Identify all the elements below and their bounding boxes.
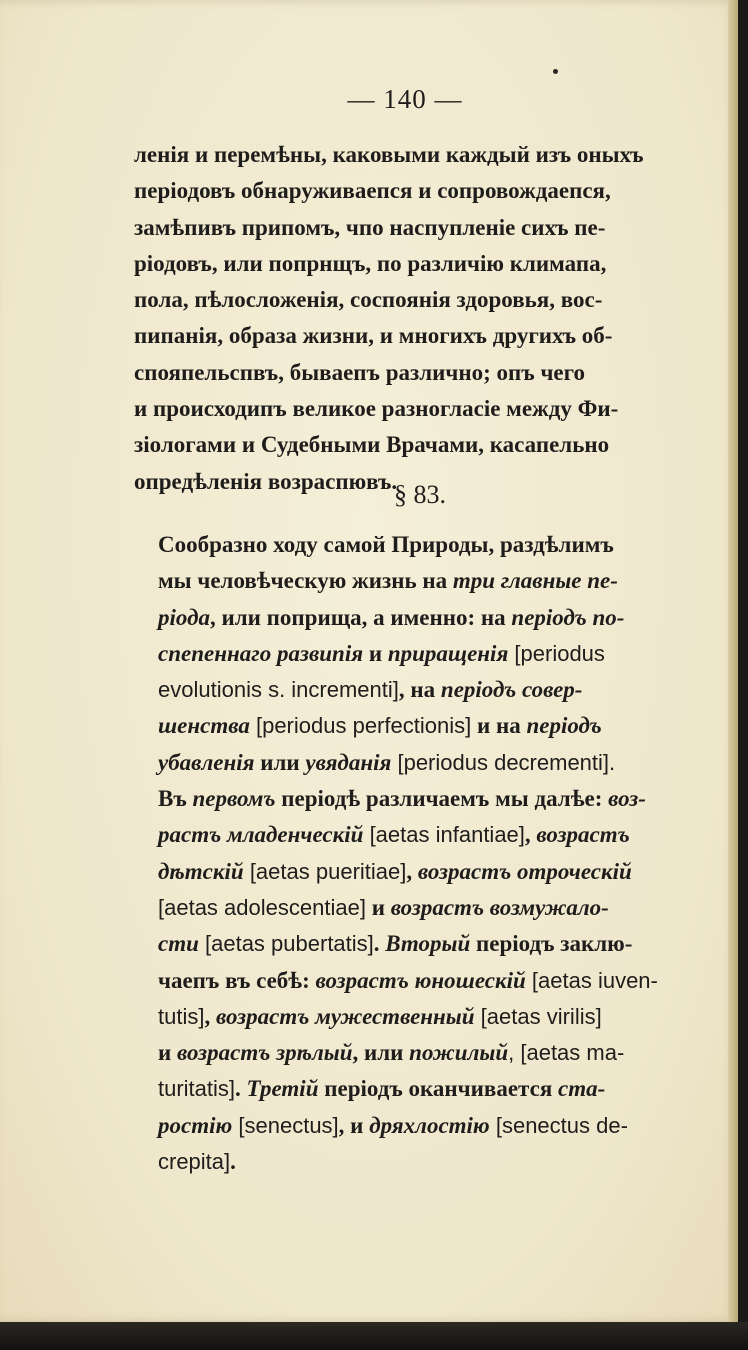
text-run: . bbox=[373, 931, 386, 957]
text-line bbox=[134, 636, 706, 672]
text-run: періодѣ различаемъ мы далѣе: bbox=[275, 786, 609, 812]
italic-term: шенства bbox=[158, 713, 250, 739]
text-run: и на bbox=[471, 713, 527, 739]
latin-term: crepita] bbox=[158, 1149, 231, 1175]
text-run: періодъ заклю- bbox=[470, 931, 633, 957]
latin-term: [aetas infantiae] bbox=[363, 822, 525, 848]
text-run: и bbox=[363, 640, 388, 666]
paragraph-section-83 bbox=[134, 527, 706, 1180]
text-run: . bbox=[235, 1076, 247, 1102]
text-line bbox=[134, 781, 706, 817]
text-line bbox=[134, 600, 706, 636]
latin-term: [aetas virilis] bbox=[474, 1003, 602, 1029]
latin-term: [periodus bbox=[508, 640, 605, 666]
text-run: мы человѣческую жизнь на bbox=[158, 568, 453, 594]
text-line: зіологами и Судебными Врачами, касапельно bbox=[134, 432, 610, 458]
latin-term: [senectus de- bbox=[489, 1112, 628, 1138]
italic-term: возрастъ юношескій bbox=[315, 967, 526, 993]
text-line: ленія и перемѣны, каковыми каждый изъ оныхъ bbox=[134, 142, 644, 167]
text-line bbox=[134, 563, 706, 599]
text-run: или bbox=[254, 749, 306, 775]
text-line bbox=[134, 745, 706, 781]
text-line: опредѣленія возраспювъ. bbox=[134, 468, 398, 494]
italic-term: возрастъ bbox=[536, 822, 630, 848]
italic-term: три главные пе- bbox=[452, 568, 618, 594]
text-line bbox=[134, 527, 706, 563]
text-run: Сообразно ходу самой Природы, раздѣлимъ bbox=[158, 532, 614, 557]
italic-term: возрастъ мужественный bbox=[215, 1003, 475, 1029]
latin-term: [aetas pueritiae] bbox=[243, 858, 407, 884]
text-run: , bbox=[406, 858, 418, 884]
text-line bbox=[134, 854, 706, 890]
latin-term: [periodus perfectionis] bbox=[249, 713, 472, 739]
text-line bbox=[134, 1108, 706, 1144]
text-line: пипанія, образа жизни, и многихъ другихъ об- bbox=[134, 323, 613, 349]
text-line bbox=[134, 1144, 706, 1180]
text-line bbox=[134, 926, 706, 962]
italic-term: ріода bbox=[158, 604, 210, 630]
italic-term: дряхлостію bbox=[369, 1112, 490, 1138]
text-run: , и bbox=[338, 1112, 370, 1138]
text-run: . bbox=[230, 1149, 236, 1175]
text-run: чаепъ въ себѣ: bbox=[158, 967, 316, 993]
italic-term: первомъ bbox=[192, 786, 276, 812]
text-run: , или поприща, а именно: на bbox=[210, 604, 512, 630]
page-number: — 140 — bbox=[347, 84, 463, 114]
latin-term: tutis] bbox=[158, 1003, 205, 1029]
latin-term: turitatis] bbox=[158, 1076, 236, 1102]
italic-term: растъ младенческій bbox=[158, 822, 364, 848]
italic-term: пожилый bbox=[409, 1040, 509, 1066]
text-run: , на bbox=[398, 677, 441, 703]
text-line: замѣпивъ припомъ, чпо наспупленіе сихъ пе- bbox=[134, 214, 606, 240]
italic-term: возрастъ зрѣлый bbox=[177, 1040, 353, 1066]
italic-term: періодъ по- bbox=[511, 604, 625, 630]
italic-term: періодъ bbox=[526, 713, 602, 739]
text-run: и bbox=[158, 1040, 178, 1066]
text-line bbox=[134, 708, 706, 744]
text-line: періодовъ обнаруживаепся и сопровождаепся, bbox=[134, 178, 611, 204]
text-line: и происходипъ великое разногласіе между Фи- bbox=[134, 396, 619, 422]
latin-term: [senectus] bbox=[232, 1112, 339, 1138]
text-line bbox=[134, 963, 706, 999]
text-line bbox=[134, 1071, 706, 1107]
latin-term: [aetas iuven- bbox=[525, 967, 658, 993]
text-run: , bbox=[524, 822, 537, 848]
italic-term: увяданія bbox=[305, 749, 392, 775]
italic-term: Вторый bbox=[385, 931, 471, 957]
scan-bottom-edge bbox=[0, 1322, 748, 1350]
text-line bbox=[134, 1035, 706, 1071]
latin-term: evolutionis s. incrementi] bbox=[158, 677, 399, 703]
text-run: періодъ оканчивается bbox=[318, 1076, 559, 1102]
text-run: , bbox=[204, 1003, 216, 1029]
italic-term: приращенія bbox=[387, 640, 509, 666]
text-run: Въ bbox=[158, 786, 193, 812]
text-line bbox=[134, 817, 706, 853]
page-edge bbox=[728, 0, 738, 1322]
italic-term: ростію bbox=[158, 1112, 233, 1138]
latin-term: , [aetas ma- bbox=[508, 1040, 625, 1066]
italic-term: ста- bbox=[558, 1076, 606, 1102]
text-line: ріодовъ, или попрнщъ, по различію климапа, bbox=[134, 250, 607, 276]
paragraph-continuation bbox=[134, 137, 706, 500]
latin-term: [aetas pubertatis] bbox=[198, 931, 374, 957]
text-run: , или bbox=[352, 1040, 410, 1066]
text-line bbox=[134, 999, 706, 1035]
text-line bbox=[134, 890, 706, 926]
italic-term: дѣтскій bbox=[158, 858, 244, 884]
italic-term: спепеннаго развипія bbox=[158, 640, 364, 666]
italic-term: Третій bbox=[246, 1076, 319, 1102]
latin-term: [periodus decrementi]. bbox=[391, 749, 616, 775]
italic-term: возрастъ отроческій bbox=[417, 858, 632, 884]
text-line: спояпельспвъ, бываепъ различно; опъ чего bbox=[134, 359, 585, 385]
italic-term: возрастъ возмужало- bbox=[390, 894, 609, 920]
italic-term: періодъ совер- bbox=[440, 677, 583, 703]
text-line: пола, пѣлосложенія, соспоянія здоровья, вос- bbox=[134, 287, 603, 313]
text-line bbox=[134, 672, 706, 708]
section-heading: § 83. bbox=[394, 480, 446, 509]
text-run: и bbox=[365, 894, 391, 920]
ink-dot bbox=[553, 69, 558, 74]
italic-term: воз- bbox=[608, 786, 646, 812]
italic-term: убавленія bbox=[158, 749, 255, 775]
latin-term: [aetas adolescentiae] bbox=[158, 894, 366, 920]
italic-term: сти bbox=[158, 931, 199, 957]
